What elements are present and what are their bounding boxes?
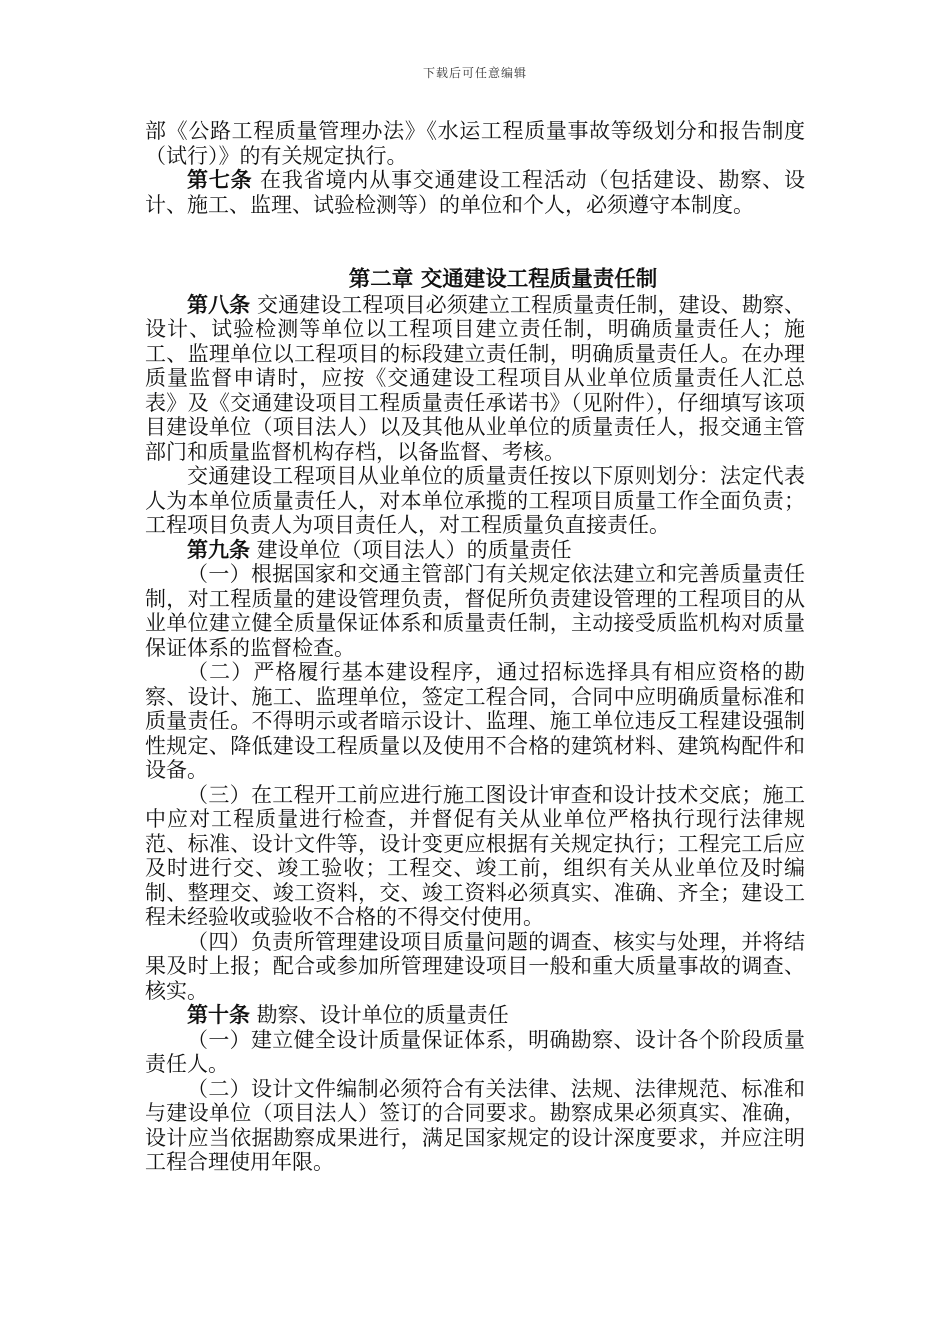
article-8-text: 交通建设工程项目必须建立工程质量责任制，建设、勘察、设计、试验检测等单位以工程项目建立责任制，明确质量责任人；施工、监理单位以工程项目的标段建立责任制，明确质量责任人。在办理质量监督申请时，应按《交通建设工程项目从业单位质量责任人汇总表》及《交通建设项目工程质量责任承诺书》（见附件），仔细填写该项目建设单位（项目法人）以及其他从业单位的质量责任人，报交通主管部门和质量监督机构存档，以备监督、考核。 — [145, 292, 805, 464]
header-note: 下载后可任意编辑 — [422, 66, 527, 80]
article-10-label: 第十条 — [187, 1002, 250, 1027]
article-9-label: 第九条 — [187, 536, 250, 562]
article-7-text: 在我省境内从事交通建设工程活动（包括建设、勘察、设计、施工、监理、试验检测等）的单位和个人，必须遵守本制度。 — [145, 168, 805, 217]
article-10-text: 勘察、设计单位的质量责任 — [250, 1003, 509, 1027]
article-10-item-2: （二）设计文件编制必须符合有关法律、法规、法律规范、标准和与建设单位（项目法人）签订的合同要求。勘察成果必须真实、准确，设计应当依据勘察成果进行，满足国家规定的设计深度要求，并应注明工程合理使用年限。 — [145, 1076, 805, 1174]
article-9-item-1: （一）根据国家和交通主管部门有关规定依法建立和完善质量责任制，对工程质量的建设管理负责，督促所负责建设管理的工程项目的从业单位建立健全质量保证体系和质量责任制，主动接受质监机构对质量保证体系的监督检查。 — [145, 562, 805, 660]
article-8 — [145, 293, 805, 465]
paragraph-continuation: 部《公路工程质量管理办法》《水运工程质量事故等级划分和报告制度（试行）》的有关规定执行。 — [145, 119, 805, 168]
chapter-2-title: 第二章 交通建设工程质量责任制 — [348, 267, 658, 292]
article-7 — [145, 168, 805, 217]
article-8-paragraph-2: 交通建设工程项目从业单位的质量责任按以下原则划分：法定代表人为本单位质量责任人，对本单位承揽的工程项目质量工作全面负责；工程项目负责人为项目责任人，对工程质量负直接责任。 — [145, 464, 805, 537]
article-9-item-3: （三）在工程开工前应进行施工图设计审查和设计技术交底；施工中应对工程质量进行检查，并督促有关从业单位严格执行现行法律规范、标准、设计文件等，设计变更应根据有关规定执行；工程完工后应及时进行交、竣工验收；工程交、竣工前，组织有关从业单位及时编制、整理交、竣工资料，交、竣工资料必须真实、准确、齐全；建设工程未经验收或验收不合格的不得交付使用。 — [145, 782, 805, 929]
document-body — [145, 119, 805, 1175]
article-10-item-1: （一）建立健全设计质量保证体系，明确勘察、设计各个阶段质量责任人。 — [145, 1027, 805, 1076]
article-8-label: 第八条 — [187, 291, 251, 317]
article-9-item-4: （四）负责所管理建设项目质量问题的调查、核实与处理，并将结果及时上报；配合或参加所管理建设项目一般和重大质量事故的调查、核实。 — [145, 929, 805, 1003]
article-10 — [145, 1003, 805, 1028]
article-9-item-2: （二）严格履行基本建设程序，通过招标选择具有相应资格的勘察、设计、施工、监理单位，签定工程合同，合同中应明确质量标准和质量责任。不得明示或者暗示设计、监理、施工单位违反工程建设强制性规定、降低建设工程质量以及使用不合格的建筑材料、建筑构配件和设备。 — [145, 660, 805, 782]
article-9 — [145, 538, 805, 563]
article-9-text: 建设单位（项目法人）的质量责任 — [250, 537, 572, 562]
article-7-label: 第七条 — [187, 167, 253, 192]
